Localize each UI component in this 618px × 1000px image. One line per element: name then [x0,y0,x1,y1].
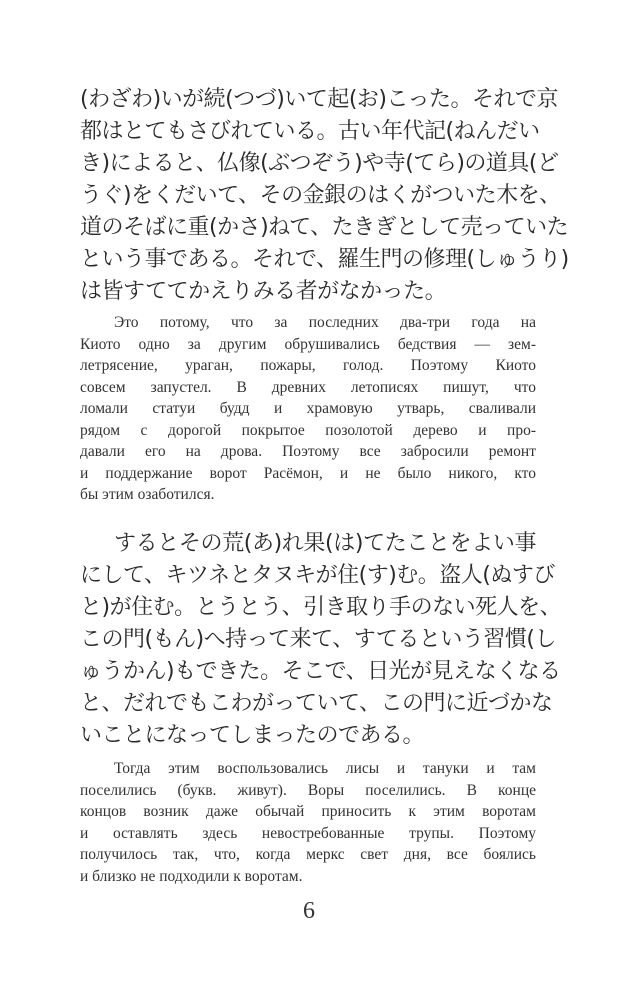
text-line: 都はとてもさびれている。古い年代記(ねんだい [80,119,540,144]
russian-translation-1 [80,312,536,506]
text-line: うぐ)をくだいて、その金銀のはくがついた木を、 [80,183,561,208]
text-line: Киото одно за другим обрушивались бедствия — зем- [80,335,536,353]
text-line: рядом с дорогой покрытое позолотой дерево и про- [80,421,536,439]
russian-translation-2 [80,758,536,887]
page-number: 6 [303,898,315,924]
text-line: Это потому, что за последних два-три года на [114,314,536,331]
text-line: き)によると、仏像(ぶつぞう)や寺(てら)の道具(ど [80,151,559,176]
text-line: という事である。それで、羅生門の修理(しゅうり) [80,247,569,272]
japanese-paragraph-2 [80,528,562,752]
text-line: поселились (букв. живут). Воры поселились. В конце [80,781,536,799]
text-line: летрясение, ураган, пожары, голод. Поэтому Киото [80,357,536,374]
text-line: にして、キツネとタヌキが住(す)む。盗人(ぬすび [80,563,555,588]
text-line: концов возник даже обычай приносить к этим воротам [80,803,536,820]
text-line: и поддержание ворот Расёмон, и не было никого, кто [80,464,536,482]
text-line: するとその荒(あ)れ果(は)てたことをよい事 [114,531,536,556]
text-line: は皆すててかえりみる者がなかった。 [80,279,447,304]
text-line: この門(もん)へ持って来て、すてるという習慣(し [80,627,556,652]
text-line: Тогда этим воспользовались лисы и тануки и там [114,760,536,777]
text-line: ломали статуи будд и храмовую утварь, сваливали [80,400,536,417]
text-line: (わざわ)いが続(つづ)いて起(お)こった。それで京 [80,87,559,112]
text-line: бы этим озаботился. [80,486,215,503]
text-line: и оставлять здесь невостребованные трупы. Поэтому [80,824,536,842]
text-line: совсем запустел. В древних летописях пишут, что [80,378,536,396]
text-line: と、だれでもこわがっていて、この門に近づかな [80,691,553,716]
text-line: и близко не подходили к воротам. [80,867,303,885]
text-line: давали его на дрова. Поэтому все забросили ремонт [80,443,536,460]
text-line: получилось так, что, когда меркс свет дня, все боялись [80,846,536,863]
text-line: と)が住む。とうとう、引き取り手のない死人を、 [80,595,562,620]
text-line: ゅうかん)もできた。そこで、日光が見えなくなる [80,659,561,684]
japanese-paragraph-1 [80,84,569,308]
text-line: いことになってしまったのである。 [80,723,425,748]
text-line: 道のそばに重(かさ)ねて、たきぎとして売っていた [80,215,569,240]
